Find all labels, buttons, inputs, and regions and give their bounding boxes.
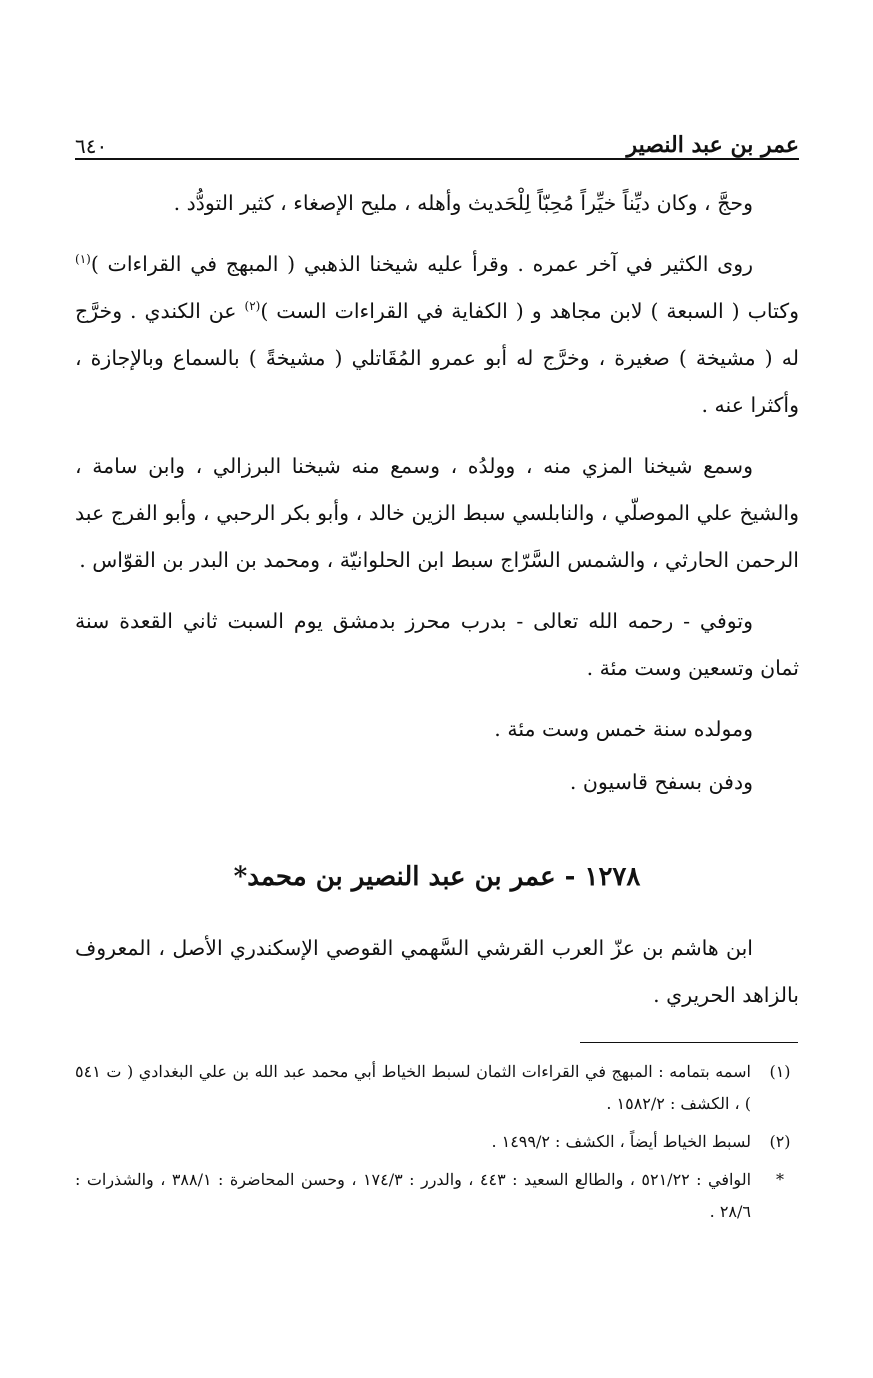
paragraph-death: وتوفي - رحمه الله تعالى - بدرب محرز بدمشق يوم السبت ثاني القعدة سنة ثمان وتسعين وست مئة . <box>75 609 799 680</box>
footnote <box>75 1056 799 1120</box>
paragraph-students: وسمع شيخنا المزي منه ، وولدُه ، وسمع منه شيخنا البرزالي ، وابن سامة ، والشيخ علي الموصلّي ، والنابلسي سبط الزين خالد ، وأبو بكر الرحبي ، وأبو الفرج عبد الرحمن الحارثي ، والشمس السَّرّاج سبط ابن الحلوانيّة ، ومحمد بن البدر بن القوّاس . <box>75 454 799 572</box>
footnote-text: الوافي : ٥٢١/٢٢ ، والطالع السعيد : ٤٤٣ ، والدرر : ١٧٤/٣ ، وحسن المحاضرة : ٣٨٨/١ ، والشذرات : ٢٨/٦ . <box>75 1170 752 1221</box>
narration-text-2: وكتاب ( السبعة ) لابن مجاهد و ( الكفاية في القراءات الست ) <box>260 299 799 323</box>
entry-heading: ١٢٧٨ - عمر بن عبد النصير بن محمد* <box>233 862 641 892</box>
running-title: عمر بن عبد النصير <box>626 132 799 158</box>
paragraph-pilgrimage: وحجَّ ، وكان ديِّناً خيِّراً مُحِبّاً لِلْحَديث وأهله ، مليح الإصغاء ، كثير التودُّد . <box>173 191 753 215</box>
header-rule <box>75 158 799 160</box>
footnotes <box>75 1056 799 1234</box>
paragraph-burial: ودفن بسفح قاسيون . <box>569 770 753 794</box>
footnote <box>75 1126 799 1158</box>
footnote-ref-1: (١) <box>75 252 91 267</box>
narration-text-1: روى الكثير في آخر عمره . وقرأ عليه شيخنا الذهبي ( المبهج في القراءات ) <box>90 252 753 276</box>
footnote-text: اسمه بتمامه : المبهج في القراءات الثمان لسبط الخياط أبي محمد عبد الله بن علي البغدادي ( ت ٥٤١ ) ، الكشف : ١٥٨٢/٢ . <box>75 1062 751 1113</box>
footnote <box>75 1164 799 1228</box>
footnote-mark: (١) <box>769 1062 791 1081</box>
footnote-text: لسبط الخياط أيضاً ، الكشف : ١٤٩٩/٢ . <box>491 1132 751 1151</box>
entry-paragraph: ابن هاشم بن عزّ العرب القرشي السَّهمي القوصي الإسكندري الأصل ، المعروف بالزاهد الحريري . <box>75 936 799 1007</box>
page-number: ٦٤٠ <box>75 134 108 158</box>
page-header <box>75 118 799 158</box>
paragraph-narration <box>75 241 799 429</box>
entry-body <box>75 925 799 1019</box>
paragraph-birth: ومولده سنة خمس وست مئة . <box>494 717 753 741</box>
biography-continuation <box>75 180 799 806</box>
footnote-mark: * <box>776 1170 784 1189</box>
narration-text-3: عن الكندي . وخرَّج له ( مشيخة ) صغيرة ، وخرَّج له أبو عمرو المُقَاتلي ( مشيخةً ) بالسماع وبالإجازة ، وأكثرا عنه . <box>75 299 799 417</box>
footnote-ref-2: (٢) <box>244 299 261 314</box>
footnote-rule <box>580 1042 798 1043</box>
footnote-mark: (٢) <box>769 1132 791 1151</box>
